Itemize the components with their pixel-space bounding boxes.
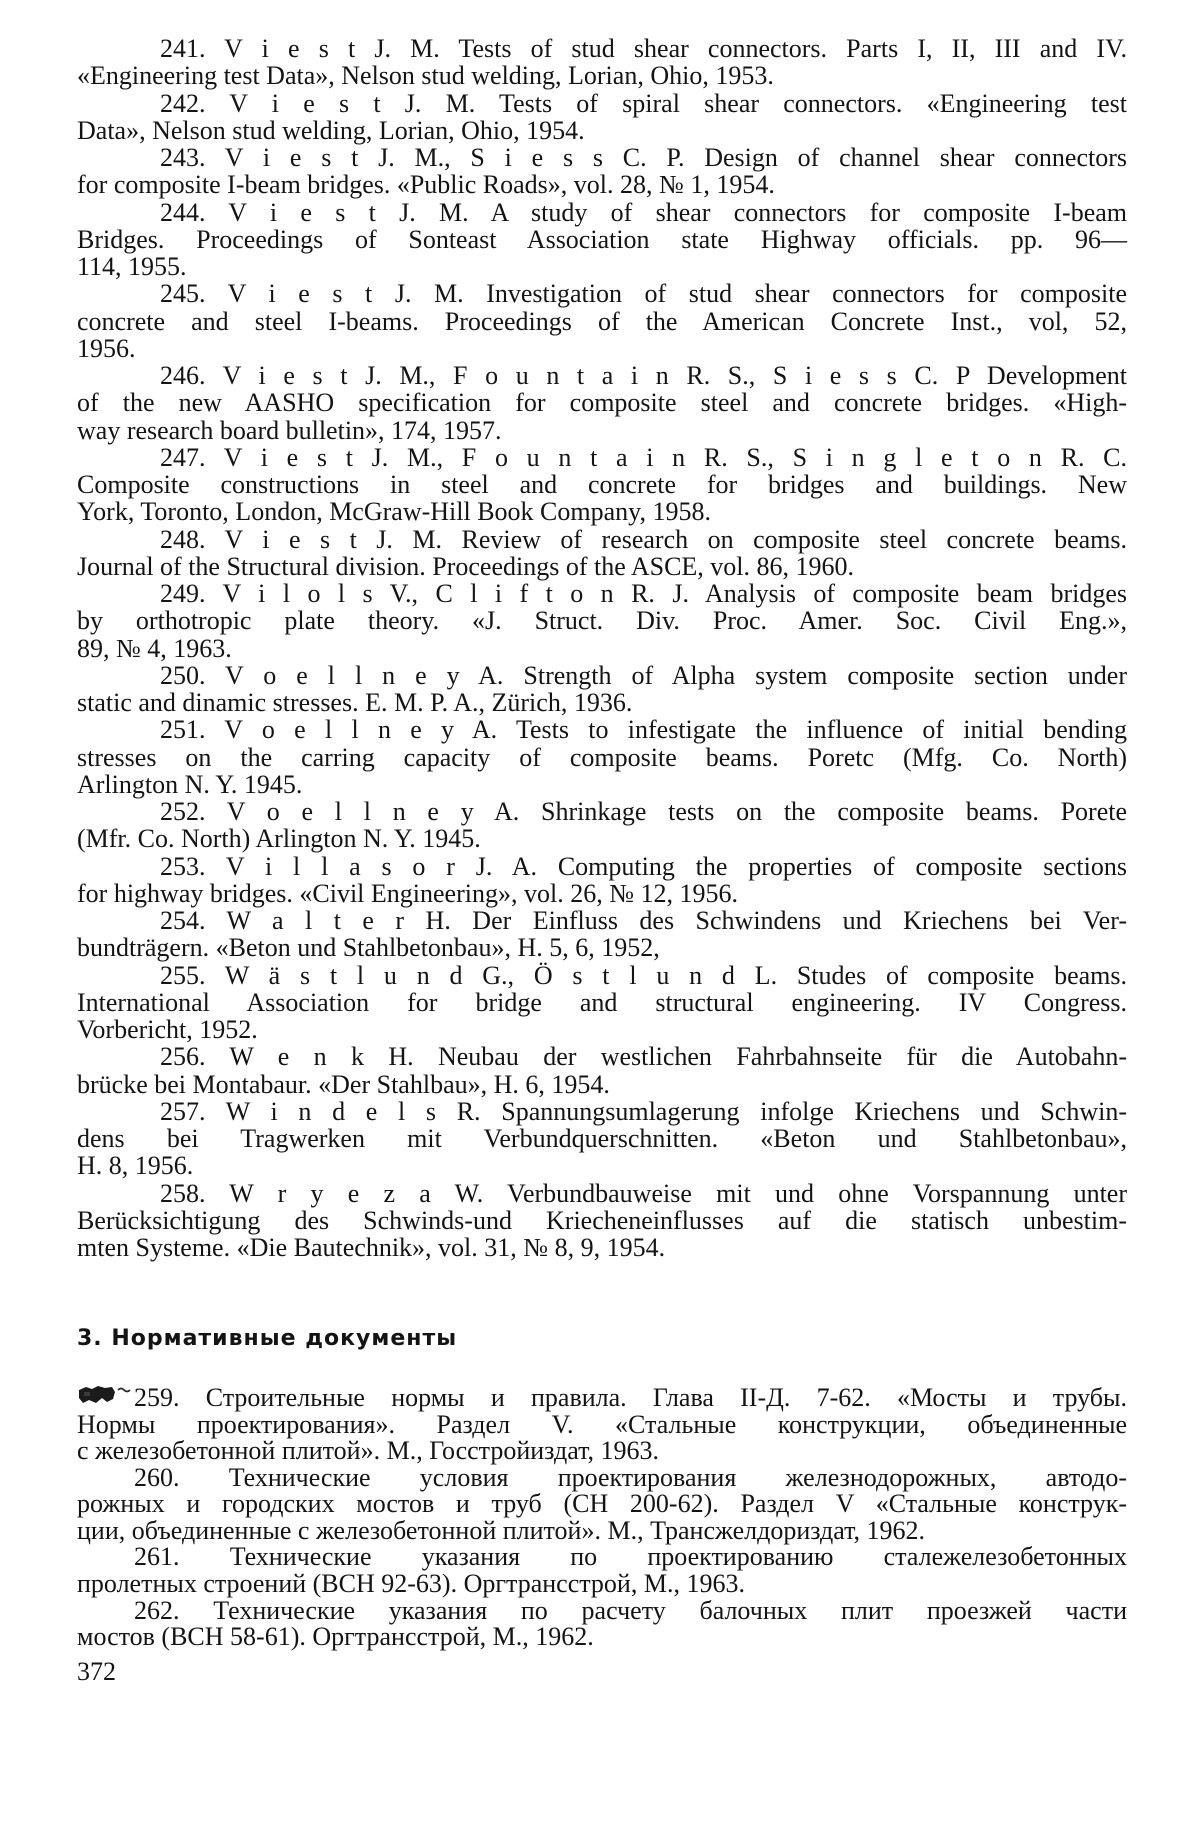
reference-entry bbox=[77, 580, 1127, 662]
reference-line: пролетных строений (ВСН 92-63). Оргтрансстрой, М., 1963. bbox=[77, 1568, 745, 1598]
reference-line: Data», Nelson stud welding, Lorian, Ohio, 1954. bbox=[77, 115, 585, 145]
reference-entry bbox=[77, 907, 1127, 962]
reference-first-line: 261. Технические указания по проектированию сталежелезобетонных bbox=[134, 1542, 1127, 1572]
reference-entry bbox=[77, 90, 1127, 145]
reference-line: dens bei Tragwerken mit Verbundquerschnitten. «Beton und Stahlbetonbau», bbox=[77, 1124, 1127, 1153]
reference-line: Composite constructions in steel and concrete for bridges and buildings. New bbox=[77, 470, 1127, 499]
reference-line: рожных и городских мостов и труб (СН 200-62). Раздел V «Стальные конструк- bbox=[77, 1489, 1127, 1519]
reference-entry bbox=[77, 716, 1127, 798]
reference-entry bbox=[77, 1462, 1127, 1545]
reference-line: for composite I-beam bridges. «Public Roads», vol. 28, № 1, 1954. bbox=[77, 170, 775, 200]
reference-line: by orthotropic plate theory. «J. Struct. Div. Proc. Amer. Soc. Civil Eng.», bbox=[77, 606, 1127, 636]
reference-line: concrete and steel I-beams. Proceedings of the American Concrete Inst., vol, 52, bbox=[77, 306, 1127, 336]
reference-line: Berücksichtigung des Schwinds-und Kriecheneinflusses auf die statisch unbestim- bbox=[77, 1205, 1127, 1235]
reference-entry bbox=[77, 1544, 1127, 1597]
reference-line: Bridges. Proceedings of Sonteast Association state Highway officials. pp. 96— bbox=[77, 224, 1127, 254]
reference-first-line: 252. V o e l l n e y A. Shrinkage tests on the composite beams. Porete bbox=[160, 797, 1127, 826]
reference-line: с железобетонной плитой». М., Госстройиздат, 1963. bbox=[77, 1436, 659, 1466]
reference-line: Arlington N. Y. 1945. bbox=[77, 769, 303, 799]
reference-entry bbox=[77, 362, 1127, 444]
reference-first-line: 241. V i e s t J. M. Tests of stud shear connectors. Parts I, II, III and IV. bbox=[160, 34, 1127, 63]
reference-line: 1956. bbox=[77, 333, 136, 363]
reference-line: brücke bei Montabaur. «Der Stahlbau», H. 6, 1954. bbox=[77, 1069, 610, 1099]
reference-line: «Engineering test Data», Nelson stud welding, Lorian, Ohio, 1953. bbox=[77, 61, 774, 91]
reference-first-line: 259. Строительные нормы и правила. Глава II-Д. 7-62. «Мосты и трубы. bbox=[134, 1383, 1127, 1412]
reference-line: for highway bridges. «Civil Engineering», vol. 26, № 12, 1956. bbox=[77, 878, 739, 908]
reference-entry bbox=[77, 798, 1127, 853]
reference-line: ции, объединенные с железобетонной плитой». М., Трансжелдориздат, 1962. bbox=[77, 1515, 926, 1545]
reference-entry bbox=[77, 35, 1127, 90]
reference-entry bbox=[77, 199, 1127, 281]
reference-line: static and dinamic stresses. E. M. P. A., Zürich, 1936. bbox=[77, 688, 633, 717]
normative-reference-list bbox=[77, 1385, 1127, 1651]
reference-first-line: 247. V i e s t J. M., F o u n t a i n R. S., S i n g l e t o n R. C. bbox=[160, 442, 1127, 472]
reference-first-line: 254. W a l t e r H. Der Einfluss des Schwindens und Kriechens bei Ver- bbox=[160, 906, 1127, 935]
reference-line: 89, № 4, 1963. bbox=[77, 633, 232, 663]
reference-first-line: 243. V i e s t J. M., S i e s s C. P. Design of channel shear connectors bbox=[160, 143, 1127, 172]
section-heading: 3. Нормативные документы bbox=[77, 1326, 458, 1351]
reference-line: stresses on the carring capacity of composite beams. Poretc (Mfg. Co. North) bbox=[77, 742, 1127, 772]
page-number: 372 bbox=[77, 1657, 116, 1686]
reference-first-line: 249. V i l o l s V., C l i f t o n R. J. Analysis of composite beam bridges bbox=[160, 579, 1127, 608]
reference-first-line: 262. Технические указания по расчету балочных плит проезжей части bbox=[134, 1595, 1127, 1625]
reference-entry bbox=[77, 1385, 1127, 1465]
reference-line: International Association for bridge and structural engineering. IV Congress. bbox=[77, 987, 1127, 1017]
reference-first-line: 242. V i e s t J. M. Tests of spiral shear connectors. «Engineering test bbox=[160, 88, 1127, 118]
reference-first-line: 250. V o e l l n e y A. Strength of Alpha system composite section under bbox=[160, 660, 1127, 690]
reference-entry bbox=[77, 1043, 1127, 1098]
reference-first-line: 255. W ä s t l u n d G., Ö s t l u n d L. Studes of composite beams. bbox=[160, 960, 1127, 990]
reference-line: H. 8, 1956. bbox=[77, 1151, 194, 1181]
reference-entry bbox=[77, 526, 1127, 581]
reference-line: Нормы проектирования». Раздел V. «Стальные конструкции, объединенные bbox=[77, 1409, 1127, 1439]
reference-first-line: 256. W e n k H. Neubau der westlichen Fahrbahnseite für die Autobahn- bbox=[160, 1042, 1127, 1072]
reference-line: Vorbericht, 1952. bbox=[77, 1015, 258, 1044]
reference-line: Journal of the Structural division. Proceedings of the ASCE, vol. 86, 1960. bbox=[77, 551, 855, 581]
reference-first-line: 258. W r y e z a W. Verbundbauweise mit und ohne Vorspannung unter bbox=[160, 1178, 1127, 1208]
reference-first-line: 260. Технические условия проектирования железнодорожных, автодо- bbox=[134, 1462, 1127, 1492]
reference-first-line: 246. V i e s t J. M., F o u n t a i n R. S., S i e s s C. P Development bbox=[160, 361, 1127, 390]
reference-entry bbox=[77, 1595, 1127, 1652]
reference-entry bbox=[77, 962, 1127, 1044]
reference-list bbox=[77, 35, 1127, 1261]
reference-entry bbox=[77, 1098, 1127, 1180]
reference-entry bbox=[77, 853, 1127, 908]
reference-line: York, Toronto, London, McGraw-Hill Book Company, 1958. bbox=[77, 497, 711, 527]
reference-entry bbox=[77, 444, 1127, 526]
reference-line: 114, 1955. bbox=[77, 252, 187, 281]
reference-line: мостов (ВСН 58-61). Оргтрансстрой, М., 1962. bbox=[77, 1622, 594, 1652]
reference-line: way research board bulletin», 174, 1957. bbox=[77, 415, 502, 445]
reference-entry bbox=[77, 280, 1127, 362]
reference-entry bbox=[77, 662, 1127, 717]
reference-first-line: 251. V o e l l n e y A. Tests to infestigate the influence of initial bending bbox=[160, 715, 1127, 745]
reference-first-line: 244. V i e s t J. M. A study of shear connectors for composite I-beam bbox=[160, 197, 1127, 227]
reference-line: (Mfr. Co. North) Arlington N. Y. 1945. bbox=[77, 824, 481, 854]
reference-first-line: 245. V i e s t J. M. Investigation of stud shear connectors for composite bbox=[160, 279, 1127, 309]
reference-line: of the new AASHO specification for composite steel and concrete bridges. «High- bbox=[77, 388, 1127, 418]
reference-entry bbox=[77, 1180, 1127, 1262]
reference-first-line: 248. V i e s t J. M. Review of research on composite steel concrete beams. bbox=[160, 524, 1127, 554]
reference-first-line: 253. V i l l a s o r J. A. Computing the properties of composite sections bbox=[160, 851, 1127, 881]
reference-line: mten Systeme. «Die Bautechnik», vol. 31, № 8, 9, 1954. bbox=[77, 1233, 666, 1262]
reference-line: bundträgern. «Beton und Stahlbetonbau», H. 5, 6, 1952, bbox=[77, 933, 660, 963]
reference-entry bbox=[77, 144, 1127, 199]
reference-first-line: 257. W i n d e l s R. Spannungsumlagerung infolge Kriechens und Schwin- bbox=[160, 1096, 1127, 1126]
